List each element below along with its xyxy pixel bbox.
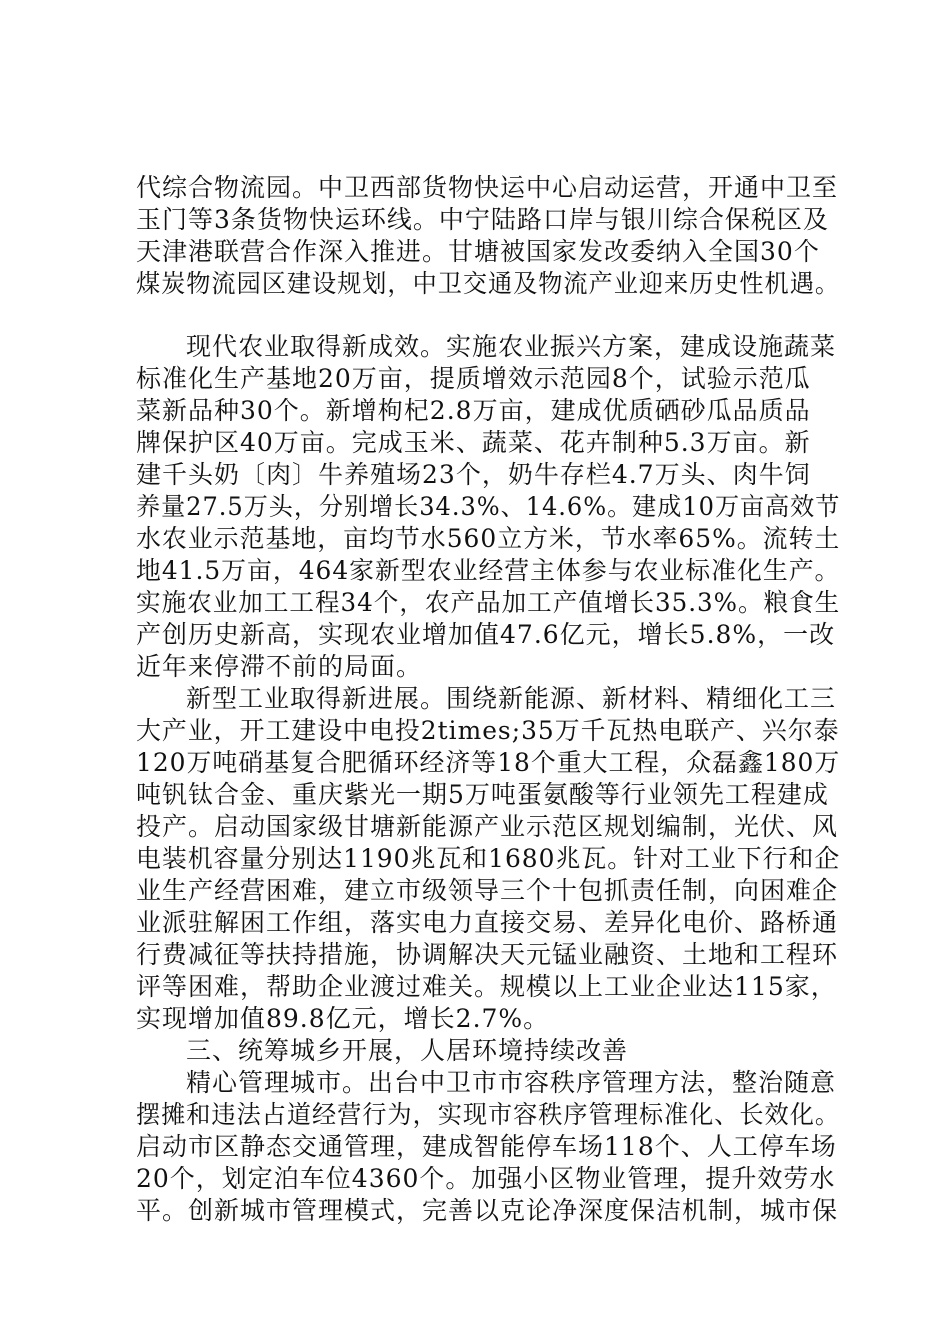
section-heading: 三、统筹城乡开展，人居环境持续改善 xyxy=(186,1036,629,1065)
text-line: 煤炭物流园区建设规划，中卫交通及物流产业迎来历史性机遇。 xyxy=(136,269,840,298)
text-line: 实施农业加工工程34个，农产品加工产值增长35.3%。粮食生 xyxy=(136,588,841,617)
text-line: 新型工业取得新进展。围绕新能源、新材料、精细化工三 xyxy=(186,684,837,713)
text-line: 业生产经营困难，建立市级领导三个十包抓责任制，向困难企 xyxy=(136,876,839,905)
text-line: 精心管理城市。出台中卫市市容秩序管理方法，整治随意 xyxy=(186,1068,837,1097)
text-line: 天津港联营合作深入推进。甘塘被国家发改委纳入全国30个 xyxy=(136,237,820,266)
text-line: 平。创新城市管理模式，完善以克论净深度保洁机制，城市保 xyxy=(136,1196,839,1225)
text-line: 电装机容量分别达1190兆瓦和1680兆瓦。针对工业下行和企 xyxy=(136,844,841,873)
text-line: 菜新品种30个。新增枸杞2.8万亩，建成优质硒砂瓜品质品 xyxy=(136,396,811,425)
text-line: 投产。启动国家级甘塘新能源产业示范区规划编制，光伏、风 xyxy=(136,812,839,841)
text-line: 建千头奶〔肉〕牛养殖场23个，奶牛存栏4.7万头、肉牛饲 xyxy=(136,460,811,489)
text-line: 评等困难，帮助企业渡过难关。规模以上工业企业达115家， xyxy=(136,972,837,1001)
text-line: 120万吨硝基复合肥循环经济等18个重大工程，众磊鑫180万 xyxy=(136,748,841,777)
text-line: 代综合物流园。中卫西部货物快运中心启动运营，开通中卫至 xyxy=(136,173,839,202)
text-line: 水农业示范基地，亩均节水560立方米，节水率65%。流转土 xyxy=(136,524,841,553)
text-line: 近年来停滞不前的局面。 xyxy=(136,652,423,681)
text-line: 摆摊和违法占道经营行为，实现市容秩序管理标准化、长效化。 xyxy=(136,1100,840,1129)
text-line: 吨钒钛合金、重庆紫光一期5万吨蛋氨酸等行业领先工程建成 xyxy=(136,780,829,809)
text-line: 启动市区静态交通管理，建成智能停车场118个、人工停车场 xyxy=(136,1132,837,1161)
text-line: 行费减征等扶持措施，协调解决天元锰业融资、土地和工程环 xyxy=(136,940,839,969)
text-line: 玉门等3条货物快运环线。中宁陆路口岸与银川综合保税区及 xyxy=(136,205,829,234)
text-line: 产创历史新高，实现农业增加值47.6亿元，增长5.8%，一改 xyxy=(136,620,836,649)
text-line: 地41.5万亩，464家新型农业经营主体参与农业标准化生产。 xyxy=(136,556,841,585)
text-line: 标准化生产基地20万亩，提质增效示范园8个，试验示范瓜 xyxy=(136,364,811,393)
text-line: 实现增加值89.8亿元，增长2.7%。 xyxy=(136,1004,550,1033)
text-line: 业派驻解困工作组，落实电力直接交易、差异化电价、路桥通 xyxy=(136,908,839,937)
text-line: 牌保护区40万亩。完成玉米、蔬菜、花卉制种5.3万亩。新 xyxy=(136,428,811,457)
text-line: 大产业，开工建设中电投2times;35万千瓦热电联产、兴尔泰 xyxy=(136,716,840,745)
text-line: 养量27.5万头，分别增长34.3%、14.6%。建成10万亩高效节 xyxy=(136,492,841,521)
text-line: 20个，划定泊车位4360个。加强小区物业管理，提升效劳水 xyxy=(136,1164,836,1193)
text-line: 现代农业取得新成效。实施农业振兴方案，建成设施蔬菜 xyxy=(186,332,837,361)
